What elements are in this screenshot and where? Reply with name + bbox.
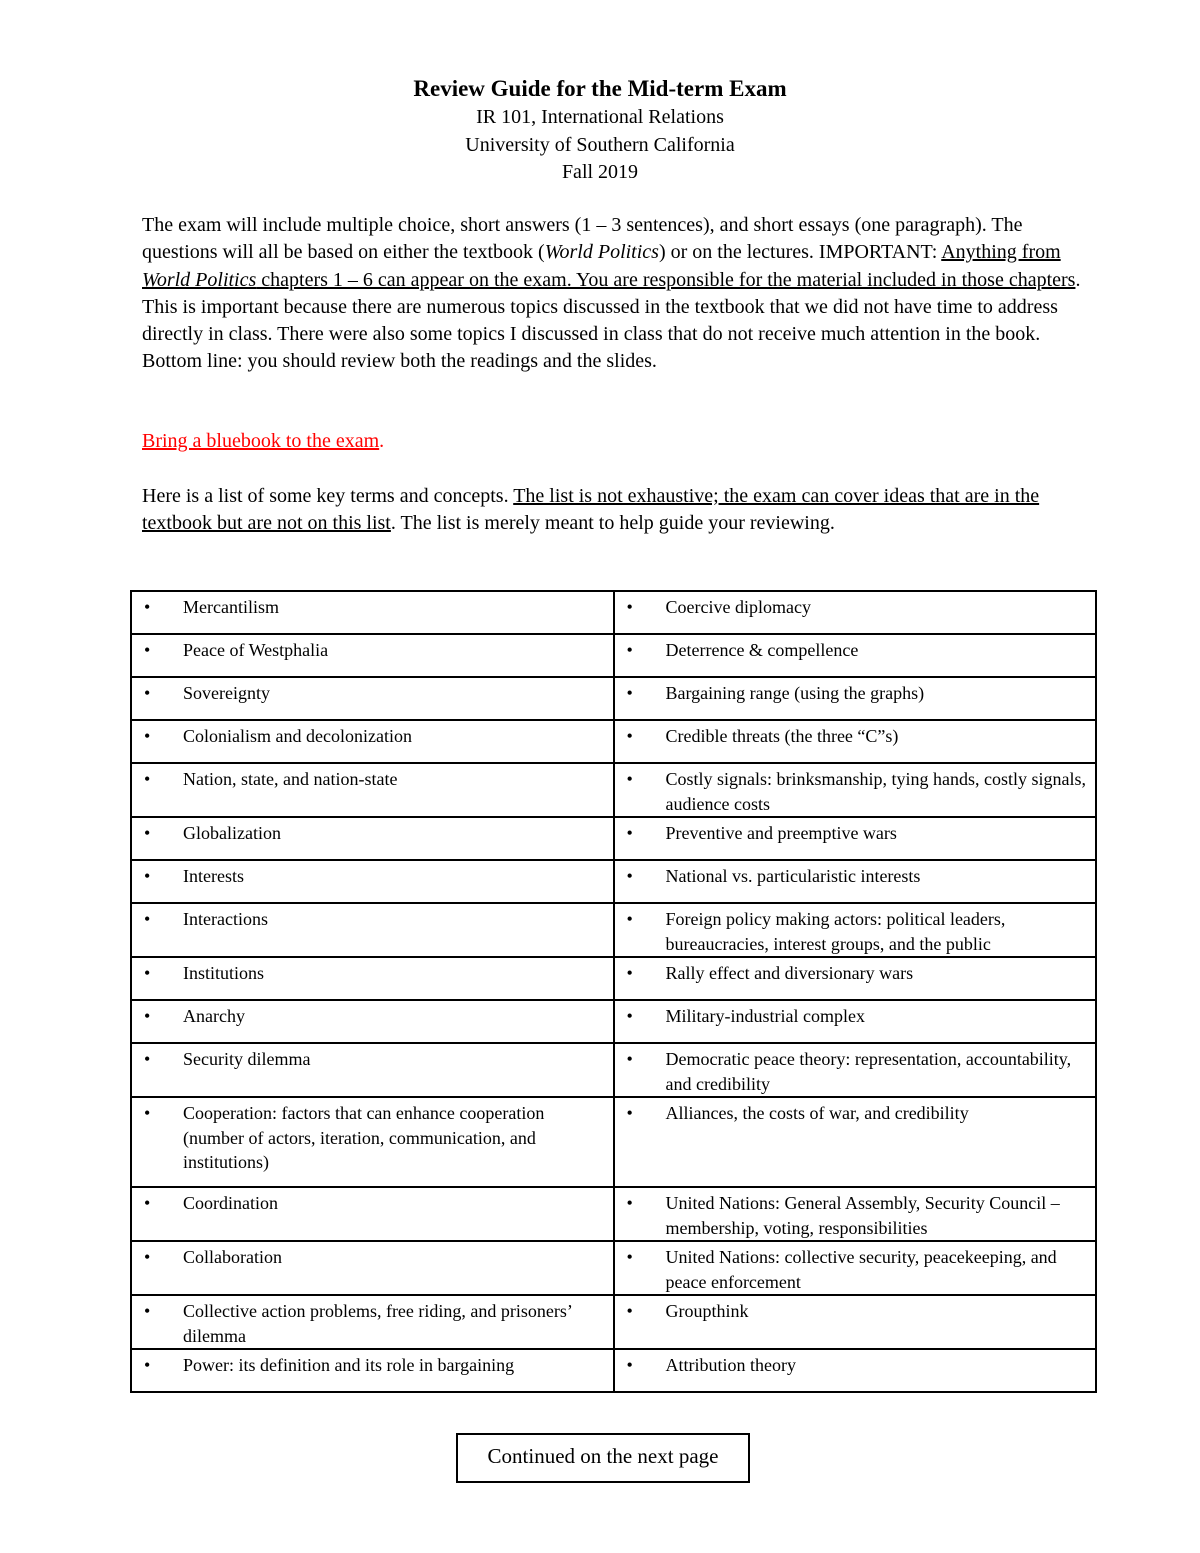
- term-row: [131, 1349, 1096, 1392]
- term-cell-left: [131, 1241, 614, 1295]
- list-intro-paragraph: [142, 483, 1082, 538]
- bullet-icon: [140, 907, 183, 932]
- bluebook-period: .: [379, 430, 385, 452]
- bullet-icon: [140, 595, 183, 620]
- term-item: [140, 1191, 605, 1216]
- term-item: [140, 907, 605, 932]
- list-intro-underlined: The list is not exhaustive; the exam can cover ideas that are in the textbook but are not on this list: [142, 485, 1040, 535]
- term-text: Colonialism and decolonization: [183, 726, 412, 746]
- intro-text-2: ) or on the lectures. IMPORTANT:: [658, 241, 942, 264]
- term-cell-left: [131, 720, 614, 763]
- term-row: [131, 1187, 1096, 1241]
- term-item: [623, 907, 1088, 956]
- bullet-icon: [140, 821, 183, 846]
- term-item: [140, 961, 605, 986]
- bullet-icon: [623, 767, 666, 816]
- term-cell-right: [614, 1097, 1097, 1187]
- term-item: [623, 1004, 1088, 1029]
- bullet-icon: [140, 681, 183, 706]
- bullet-icon: [140, 1004, 183, 1029]
- bullet-icon: [623, 864, 666, 889]
- bullet-icon: [140, 767, 183, 792]
- list-intro-text-1: Here is a list of some key terms and concepts.: [142, 485, 514, 507]
- term-cell-right: [614, 1295, 1097, 1349]
- term-item: [623, 1101, 1088, 1126]
- term-cell-right: [614, 634, 1097, 677]
- term-item: [140, 767, 605, 792]
- bullet-icon: [140, 1191, 183, 1216]
- term-item: [140, 864, 605, 889]
- term-text: National vs. particularistic interests: [665, 866, 921, 886]
- bullet-icon: [140, 1047, 183, 1072]
- term-item: [623, 595, 1088, 620]
- term-item: [140, 1299, 605, 1348]
- bullet-icon: [623, 821, 666, 846]
- bullet-icon: [623, 1047, 666, 1096]
- term-item: [140, 1353, 605, 1378]
- bullet-icon: [623, 595, 666, 620]
- term-item: [140, 595, 605, 620]
- important-textbook-title: World Politics: [142, 268, 257, 291]
- term-text: Sovereignty: [183, 683, 270, 703]
- term-text: Cooperation: factors that can enhance cooperation (number of actors, iteration, communication, and institutions): [183, 1103, 545, 1172]
- term-text: Democratic peace theory: representation, accountability, and credibility: [665, 1049, 1072, 1094]
- term-cell-left: [131, 763, 614, 817]
- term-text: Mercantilism: [183, 597, 279, 617]
- term-item: [140, 681, 605, 706]
- bullet-icon: [140, 1353, 183, 1378]
- term-text: Attribution theory: [665, 1355, 796, 1375]
- term-text: Nation, state, and nation-state: [183, 769, 398, 789]
- term-text: United Nations: General Assembly, Security Council – membership, voting, responsibilities: [665, 1193, 1060, 1238]
- term-text: Costly signals: brinksmanship, tying hands, costly signals, audience costs: [665, 769, 1087, 814]
- bluebook-text: Bring a bluebook to the exam: [142, 430, 380, 452]
- bullet-icon: [140, 864, 183, 889]
- term-cell-left: [131, 817, 614, 860]
- term-text: Foreign policy making actors: political leaders, bureaucracies, interest groups, and the public: [665, 909, 1006, 954]
- term-item: [623, 767, 1088, 816]
- university-name: University of Southern California: [465, 133, 735, 156]
- term-item: [140, 638, 605, 663]
- term-text: Security dilemma: [183, 1049, 311, 1069]
- term-item: [623, 724, 1088, 749]
- textbook-title: World Politics: [544, 241, 659, 264]
- term-item: [623, 1299, 1088, 1324]
- term: Fall 2019: [561, 161, 639, 183]
- term-item: [623, 1245, 1088, 1294]
- term-text: Anarchy: [183, 1006, 245, 1026]
- term-cell-left: [131, 1000, 614, 1043]
- term-row: [131, 1241, 1096, 1295]
- bullet-icon: [140, 638, 183, 663]
- term-cell-right: [614, 1043, 1097, 1097]
- term-text: United Nations: collective security, peacekeeping, and peace enforcement: [665, 1247, 1057, 1292]
- term-text: Rally effect and diversionary wars: [665, 963, 914, 983]
- bullet-icon: [623, 1353, 666, 1378]
- document-title: Review Guide for the Mid-term Exam: [413, 76, 787, 101]
- term-text: Preventive and preemptive wars: [665, 823, 897, 843]
- term-cell-left: [131, 634, 614, 677]
- term-text: Interests: [183, 866, 244, 886]
- term-item: [623, 821, 1088, 846]
- bullet-icon: [140, 1245, 183, 1270]
- bullet-icon: [623, 1299, 666, 1324]
- term-cell-right: [614, 720, 1097, 763]
- term-cell-left: [131, 1097, 614, 1187]
- term-cell-right: [614, 677, 1097, 720]
- term-row: [131, 860, 1096, 903]
- term-text: Institutions: [183, 963, 265, 983]
- term-item: [623, 1047, 1088, 1096]
- term-cell-left: [131, 1349, 614, 1392]
- term-text: Collective action problems, free riding, and prisoners’ dilemma: [183, 1301, 572, 1346]
- term-text: Bargaining range (using the graphs): [665, 683, 925, 703]
- term-row: [131, 720, 1096, 763]
- term-cell-right: [614, 817, 1097, 860]
- bullet-icon: [623, 1101, 666, 1126]
- bluebook-notice: [142, 428, 1082, 455]
- bullet-icon: [140, 1299, 183, 1348]
- term-text: Globalization: [183, 823, 281, 843]
- term-row: [131, 1043, 1096, 1097]
- term-text: Deterrence & compellence: [665, 640, 859, 660]
- document-header: [0, 74, 1200, 187]
- bullet-icon: [623, 907, 666, 956]
- term-text: Credible threats (the three “C”s): [665, 726, 899, 746]
- bullet-icon: [623, 1245, 666, 1294]
- important-text-1: Anything from: [941, 241, 1061, 264]
- term-row: [131, 903, 1096, 957]
- term-cell-left: [131, 591, 614, 634]
- term-cell-right: [614, 860, 1097, 903]
- term-row: [131, 817, 1096, 860]
- term-item: [623, 864, 1088, 889]
- term-cell-right: [614, 957, 1097, 1000]
- term-text: Coercive diplomacy: [665, 597, 811, 617]
- term-text: Peace of Westphalia: [183, 640, 329, 660]
- term-item: [623, 961, 1088, 986]
- term-item: [140, 1004, 605, 1029]
- intro-text-1: The exam will include multiple choice, short answers (1 – 3 sentences), and short essays (one paragraph). The questions will all be based on either the textbook (: [142, 214, 1023, 264]
- term-row: [131, 763, 1096, 817]
- term-cell-left: [131, 903, 614, 957]
- term-cell-right: [614, 1187, 1097, 1241]
- term-row: [131, 1295, 1096, 1349]
- term-row: [131, 1097, 1096, 1187]
- term-cell-left: [131, 1043, 614, 1097]
- term-text: Coordination: [183, 1193, 278, 1213]
- term-item: [623, 1353, 1088, 1378]
- term-text: Alliances, the costs of war, and credibility: [665, 1103, 969, 1123]
- term-item: [623, 1191, 1088, 1240]
- term-cell-left: [131, 677, 614, 720]
- intro-paragraph: [142, 212, 1082, 376]
- bullet-icon: [140, 724, 183, 749]
- term-row: [131, 591, 1096, 634]
- term-cell-right: [614, 1349, 1097, 1392]
- term-item: [623, 681, 1088, 706]
- term-item: [623, 638, 1088, 663]
- term-text: Power: its definition and its role in bargaining: [183, 1355, 515, 1375]
- term-row: [131, 957, 1096, 1000]
- term-text: Military-industrial complex: [665, 1006, 865, 1026]
- bullet-icon: [623, 1191, 666, 1240]
- key-terms-table: [130, 590, 1097, 1393]
- term-cell-right: [614, 1000, 1097, 1043]
- term-row: [131, 1000, 1096, 1043]
- term-cell-left: [131, 1187, 614, 1241]
- intro-text-3: . This is important because there are numerous topics discussed in the textbook that we did not have time to address directly in class. There were also some topics I discussed in class that do not receive much attention in the book. Bottom line: you should review both the readings and the slides.: [142, 268, 1081, 373]
- term-cell-right: [614, 591, 1097, 634]
- bullet-icon: [623, 961, 666, 986]
- term-item: [140, 724, 605, 749]
- bullet-icon: [140, 961, 183, 986]
- term-cell-left: [131, 1295, 614, 1349]
- term-text: Groupthink: [665, 1301, 749, 1321]
- term-cell-left: [131, 957, 614, 1000]
- term-cell-right: [614, 1241, 1097, 1295]
- continued-note: Continued on the next page: [456, 1433, 750, 1483]
- term-cell-right: [614, 903, 1097, 957]
- bullet-icon: [623, 724, 666, 749]
- term-cell-right: [614, 763, 1097, 817]
- bullet-icon: [140, 1101, 183, 1175]
- term-item: [140, 1245, 605, 1270]
- term-text: Collaboration: [183, 1247, 282, 1267]
- list-intro-text-2: . The list is merely meant to help guide your reviewing.: [390, 512, 835, 535]
- course-name: IR 101, International Relations: [476, 106, 724, 128]
- term-item: [140, 1101, 605, 1175]
- term-item: [140, 1047, 605, 1072]
- bullet-icon: [623, 681, 666, 706]
- important-text-2: chapters 1 – 6 can appear on the exam. You are responsible for the material included in those chapters: [256, 268, 1076, 291]
- bullet-icon: [623, 638, 666, 663]
- term-row: [131, 677, 1096, 720]
- term-cell-left: [131, 860, 614, 903]
- term-row: [131, 634, 1096, 677]
- term-item: [140, 821, 605, 846]
- bullet-icon: [623, 1004, 666, 1029]
- term-text: Interactions: [183, 909, 268, 929]
